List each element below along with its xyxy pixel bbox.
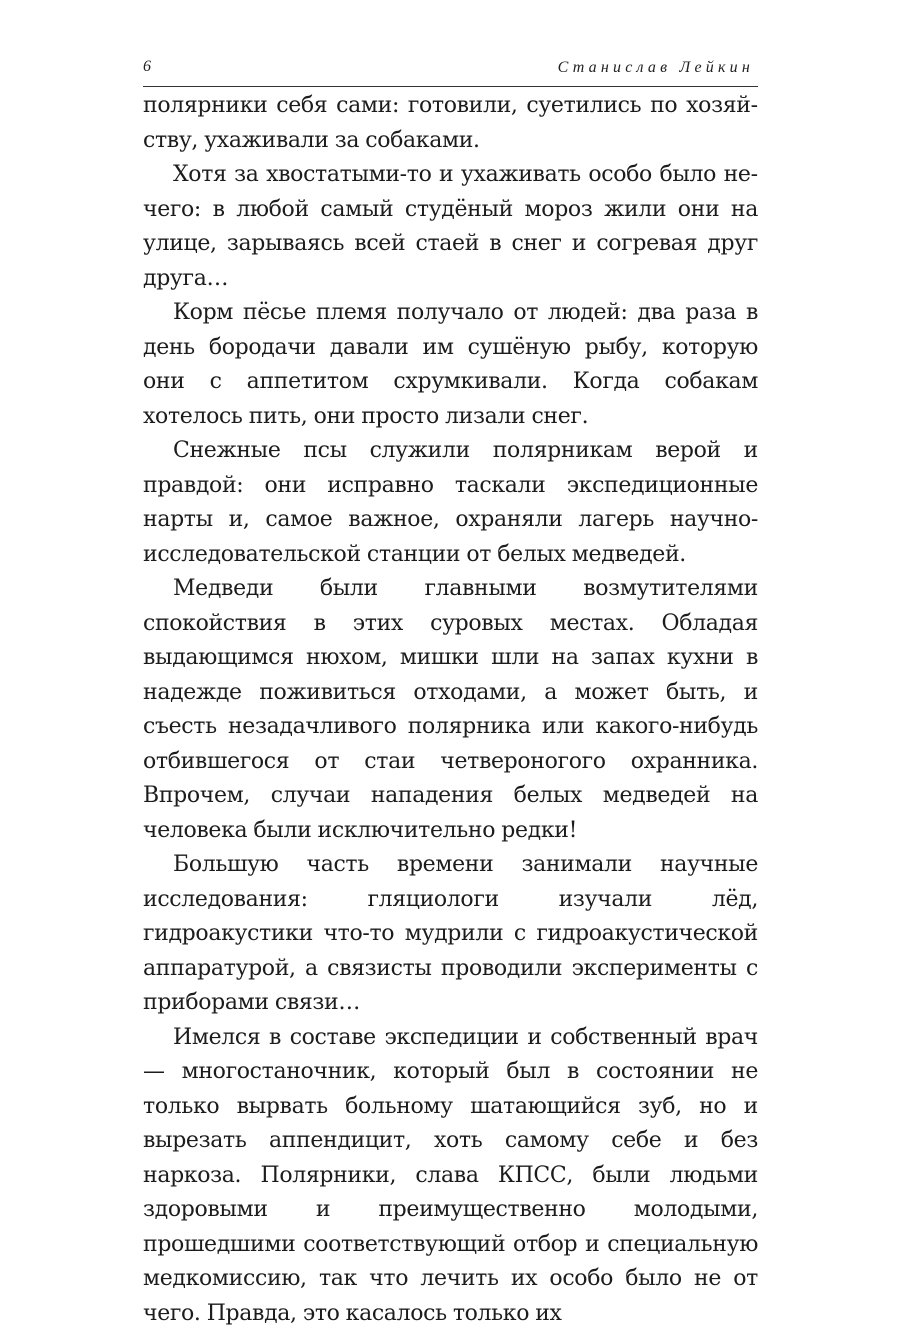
paragraph-continuation: полярники себя сами: готовили, суетились по хозяйству, ухаживали за собаками. [143, 89, 758, 158]
paragraph-dog-service: Снежные псы служили полярникам верой и правдой: они исправно таскали экспедиционные нарты и, самое важное, охраняли лагерь научно-исследовательской станции от белых медведей. [143, 434, 758, 572]
page-header [143, 56, 758, 87]
paragraph-dogs-care: Хотя за хвостатыми-то и ухаживать особо было нечего: в любой самый студёный мороз жили они на улице, зарываясь всей стаей в снег и согревая друг друга… [143, 158, 758, 296]
running-head-author: Станислав Лейкин [558, 59, 754, 77]
page-number: 6 [143, 58, 151, 76]
paragraph-doctor: Имелся в составе экспедиции и собственный врач — многостаночник, который был в состоянии не только вырвать больному шатающийся зуб, но и вырезать аппендицит, хоть самому себе и без наркоза. Полярники, слава КПСС, были людьми здоровыми и преимущественно молодыми, прошедшими соответствующий отбор и специальную медкомиссию, так что лечить их особо было не от чего. Правда, это касалось только их [143, 1021, 758, 1331]
body-text [143, 89, 758, 1331]
paragraph-dog-food: Корм пёсье племя получало от людей: два раза в день бородачи давали им сушёную рыбу, которую они с аппетитом схрумкивали. Когда собакам хотелось пить, они просто лизали снег. [143, 296, 758, 434]
paragraph-bears: Медведи были главными возмутителями спокойствия в этих суровых местах. Обладая выдающимся нюхом, мишки шли на запах кухни в надежде поживиться отходами, а может быть, и съесть незадачливого полярника или какого-нибудь отбившегося от стаи четвероногого охранника. Впрочем, случаи нападения белых медведей на человека были исключительно редки! [143, 572, 758, 848]
paragraph-research: Большую часть времени занимали научные исследования: гляциологи изучали лёд, гидроакустики что-то мудрили с гидроакустической аппаратурой, а связисты проводили эксперименты с приборами связи… [143, 848, 758, 1021]
